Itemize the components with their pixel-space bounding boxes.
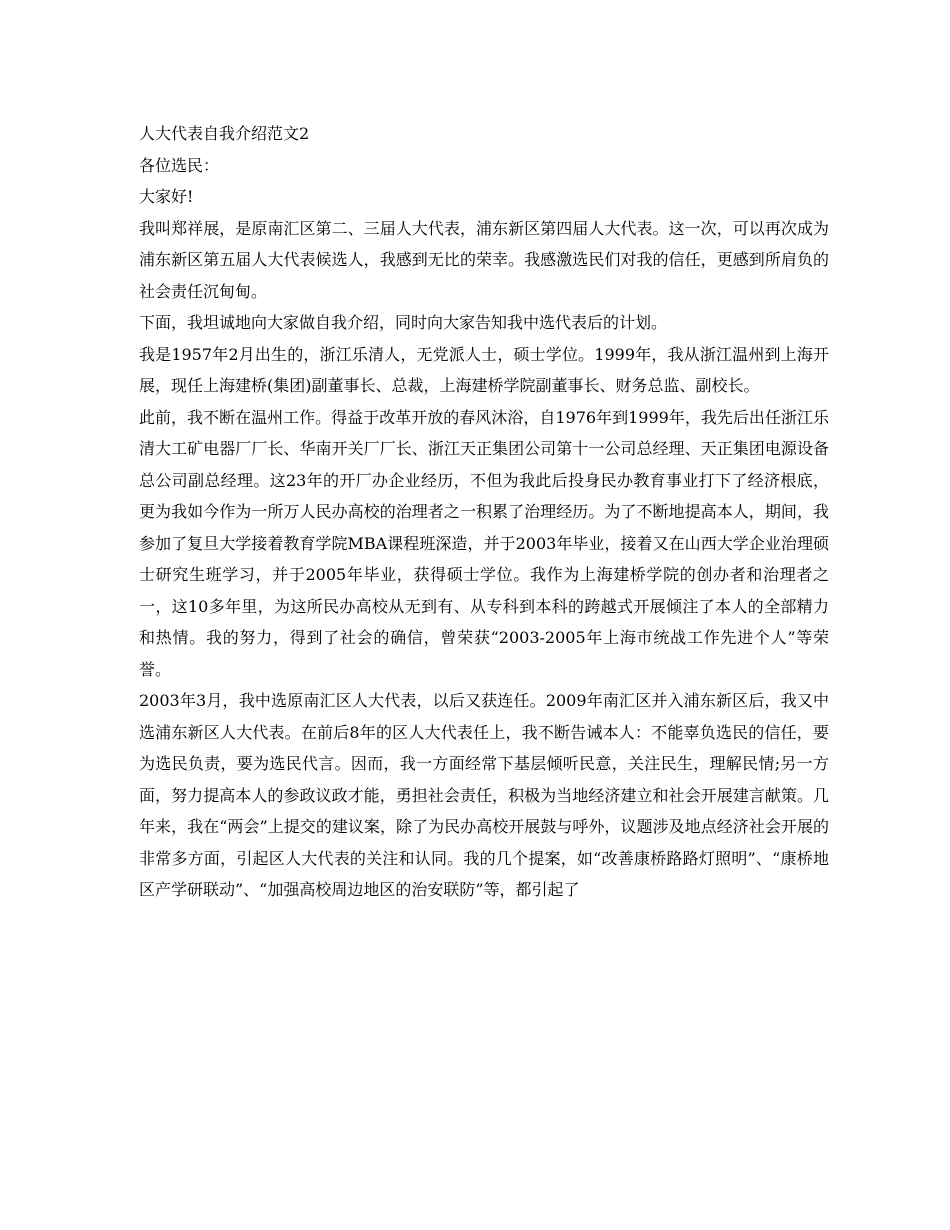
salutation: 各位选民： xyxy=(139,155,220,175)
document-title: 人大代表自我介绍范文2 xyxy=(139,124,310,143)
greeting: 大家好! xyxy=(139,187,194,206)
paragraph-outline: 下面，我坦诚地向大家做自我介绍，同时向大家告知我中选代表后的计划。 xyxy=(139,313,668,332)
document-body xyxy=(139,118,829,906)
paragraph-background: 我是1957年2月出生的，浙江乐清人，无党派人士，硕士学位。1999年，我从浙江温州到上海开展，现任上海建桥(集团)副董事长、总裁，上海建桥学院副董事长、财务总监、副校长。 xyxy=(139,344,829,395)
paragraph-career: 此前，我不断在温州工作。得益于改革开放的春风沐浴，自1976年到1999年，我先后出任浙江乐清大工矿电器厂厂长、华南开关厂厂长、浙江天正集团公司第十一公司总经理、天正集团电源设备总公司副总经理。这23年的开厂办企业经历，不但为我此后投身民办教育事业打下了经济根底，更为我如今作为一所万人民办高校的治理者之一积累了治理经历。为了不断地提高本人，期间，我参加了复旦大学接着教育学院MBA课程班深造，并于2003年毕业，接着又在山西大学企业治理硕士研究生班学习，并于2005年毕业，获得硕士学位。我作为上海建桥学院的创办者和治理者之一，这10多年里，为这所民办高校从无到有、从专科到本科的跨越式开展倾注了本人的全部精力和热情。我的努力，得到了社会的确信，曾荣获“2003-2005年上海市统战工作先进个人”等荣誉。 xyxy=(139,407,829,679)
paragraph-representative-work: 2003年3月，我中选原南汇区人大代表，以后又获连任。2009年南汇区并入浦东新区后，我又中选浦东新区人大代表。在前后8年的区人大代表任上，我不断告诫本人：不能辜负选民的信任，要为选民负责，要为选民代言。因而，我一方面经常下基层倾听民意，关注民生，理解民情;另一方面，努力提高本人的参政议政才能，勇担社会责任，积极为当地经济建立和社会开展建言献策。几年来，我在“两会”上提交的建议案，除了为民办高校开展鼓与呼外，议题涉及地点经济社会开展的非常多方面，引起区人大代表的关注和认同。我的几个提案，如“改善康桥路路灯照明”、“康桥地区产学研联动”、“加强高校周边地区的治安联防”等，都引起了 xyxy=(139,691,829,899)
paragraph-introduction: 我叫郑祥展，是原南汇区第二、三届人大代表，浦东新区第四届人大代表。这一次，可以再次成为浦东新区第五届人大代表候选人，我感到无比的荣幸。我感激选民们对我的信任，更感到所肩负的社会责任沉甸甸。 xyxy=(139,218,829,301)
